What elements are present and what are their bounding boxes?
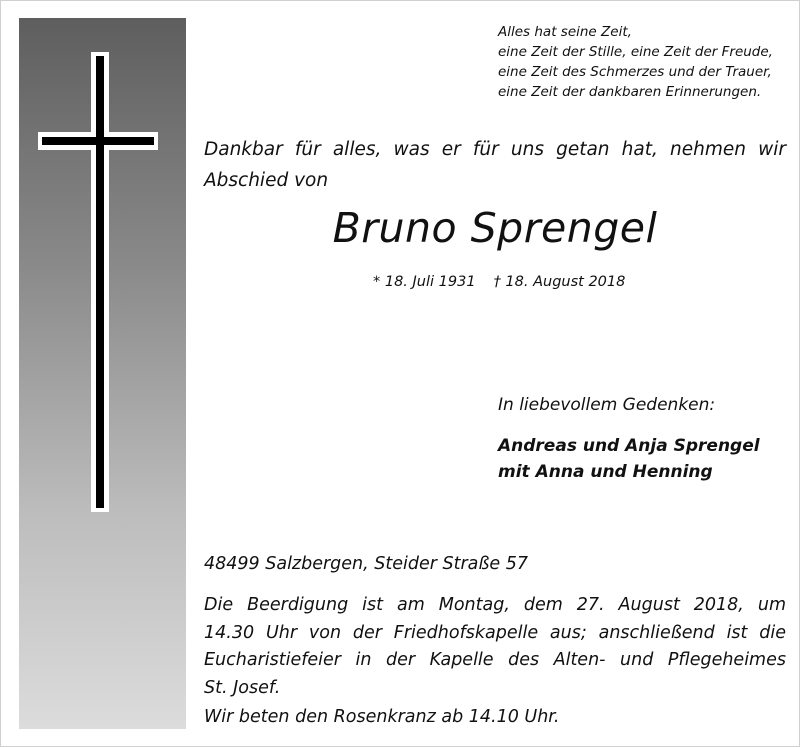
poem-line: eine Zeit der Stille, eine Zeit der Freude, — [498, 44, 773, 60]
mourner-line-1: Andreas und Anja Sprengel — [498, 436, 760, 456]
memory-heading: In liebevollem Gedenken: — [498, 395, 716, 415]
intro-text — [204, 134, 786, 196]
poem-line: eine Zeit der dankbaren Erinnerungen. — [498, 84, 762, 100]
mourner-line-2: mit Anna und Henning — [498, 462, 713, 482]
death-date: † 18. August 2018 — [493, 274, 626, 290]
poem-line: eine Zeit des Schmerzes und der Trauer, — [498, 64, 772, 80]
cross-icon — [19, 18, 186, 729]
gradient-side-panel — [19, 18, 186, 729]
rosary-info: Wir beten den Rosenkranz ab 14.10 Uhr. — [204, 707, 560, 727]
poem — [498, 22, 773, 102]
life-dates — [373, 272, 625, 292]
funeral-line: St. Josef. — [204, 677, 281, 698]
funeral-info — [204, 592, 786, 702]
intro-line-2: Abschied von — [204, 170, 329, 191]
mourner-names — [498, 433, 760, 485]
funeral-line: Eucharistiefeier in der Kapelle des Alten- und Pflegeheimes — [204, 650, 786, 670]
intro-line-1: Dankbar für alles, was er für uns getan hat, nehmen wir — [204, 139, 786, 160]
funeral-line: Die Beerdigung ist am Montag, dem 27. August 2018, um — [204, 595, 786, 615]
address: 48499 Salzbergen, Steider Straße 57 — [204, 554, 529, 574]
funeral-line: 14.30 Uhr von der Friedhofskapelle aus; anschließend ist die — [204, 622, 786, 643]
birth-date: * 18. Juli 1931 — [373, 274, 476, 290]
poem-line: Alles hat seine Zeit, — [498, 24, 632, 40]
deceased-name: Bruno Sprengel — [332, 204, 658, 252]
